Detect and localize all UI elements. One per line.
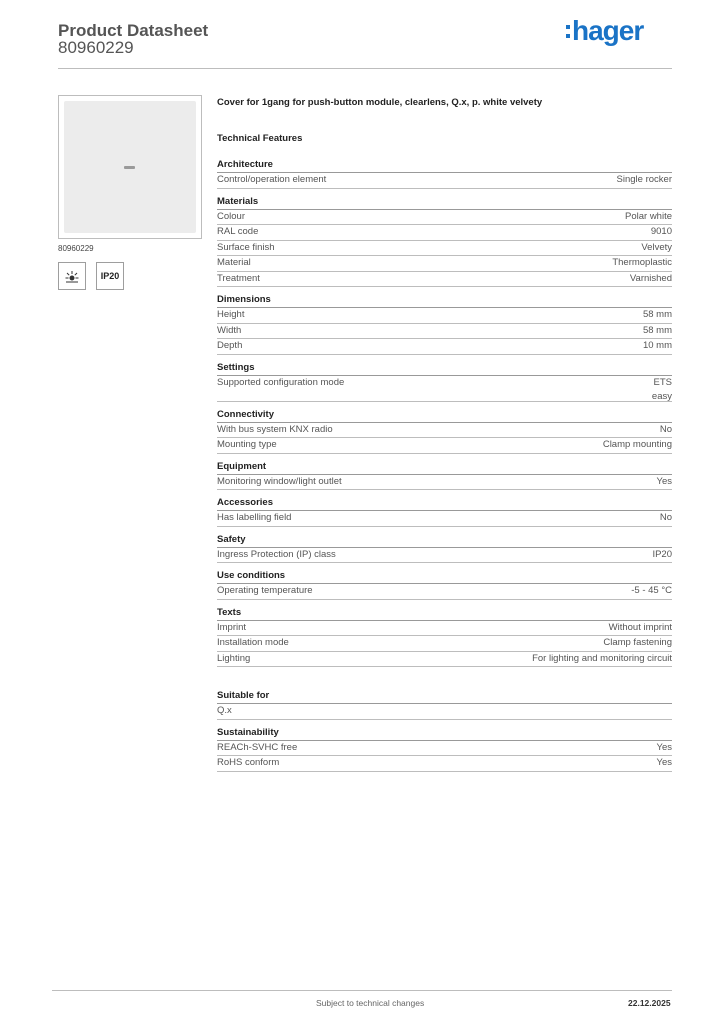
spec-row [217,225,672,241]
spec-value: IP20 [652,548,672,560]
spec-row [217,438,672,454]
spec-value: For lighting and monitoring circuit [532,652,672,664]
section-texts [217,606,672,668]
section-title: Settings [217,361,672,376]
spec-value: Single rocker [616,174,672,185]
page-title: Product Datasheet [58,21,209,40]
spec-content [217,96,672,778]
spec-value: Varnished [629,272,672,284]
spec-row [217,756,672,772]
section-title: Suitable for [217,689,672,704]
spec-label: Treatment [217,272,260,284]
image-caption: 80960229 [58,244,94,253]
section-use-conditions [217,569,672,600]
spec-row [217,256,672,272]
spec-label: Height [217,309,245,320]
section-title: Equipment [217,460,672,475]
spec-value: Thermoplastic [612,257,672,268]
section-suitable-for [217,689,672,720]
brand-logo-text: hager [572,15,644,46]
spec-value: Polar white [625,210,672,222]
spec-label: Has labelling field [217,512,292,523]
spec-label: Monitoring window/light outlet [217,475,342,487]
section-title: Accessories [217,496,672,511]
brand-logo [566,14,666,58]
spec-value: Velvety [641,241,672,253]
footer-divider [52,990,672,991]
spec-value: Yes [656,741,672,753]
spec-label: Depth [217,340,243,351]
section-title: Use conditions [217,569,672,584]
section-materials [217,195,672,288]
spec-row [217,511,672,527]
product-image [64,101,196,233]
spec-value: 58 mm [642,324,672,336]
spec-label: Operating temperature [217,585,313,596]
technical-features-title: Technical Features [217,133,303,144]
spec-row [217,548,672,564]
section-connectivity [217,408,672,454]
spec-row [217,423,672,439]
spec-value: ETS easy [651,376,672,402]
light-outlet-icon [64,268,80,284]
section-title: Safety [217,533,672,548]
spec-label: Surface finish [217,241,275,253]
spec-row [217,376,672,402]
section-title: Architecture [217,158,672,173]
spec-row [217,652,672,668]
spec-label: Control/operation element [217,174,327,185]
section-title: Materials [217,195,672,210]
spec-value: 58 mm [642,309,672,320]
section-title: Dimensions [217,293,672,308]
spec-label: Imprint [217,621,247,633]
spec-row [217,475,672,491]
spec-value: 9010 [650,226,672,237]
spec-row [217,272,672,288]
spec-value: No [659,512,672,523]
spec-value: No [659,423,672,435]
product-led-window [124,166,135,169]
header-divider [58,68,672,69]
spec-label: Lighting [217,652,251,664]
spec-row [217,621,672,637]
spec-value: Yes [656,475,672,487]
spec-label: Material [217,257,251,268]
section-title: Texts [217,606,672,621]
spec-label: With bus system KNX radio [217,423,333,435]
spec-row [217,584,672,600]
spec-value: Without imprint [608,621,672,633]
spec-label: Installation mode [217,637,289,648]
spec-row [217,173,672,189]
section-accessories [217,496,672,527]
spec-row [217,210,672,226]
spec-row [217,636,672,652]
spec-row [217,308,672,324]
spec-label: RoHS conform [217,757,280,768]
spec-label: Q.x [217,705,232,716]
spec-label: Supported configuration mode [217,376,345,388]
spec-value: -5 - 45 °C [631,585,672,596]
spec-label: Mounting type [217,439,277,450]
product-description: Cover for 1gang for push-button module, clearlens, Q.x, p. white velvety [217,97,543,108]
spec-label: Ingress Protection (IP) class [217,548,336,560]
section-safety [217,533,672,564]
footer-date: 22.12.2025 [628,998,671,1008]
spec-label: REACh-SVHC free [217,741,298,753]
section-dimensions [217,293,672,355]
spec-value: Yes [656,757,672,768]
section-equipment [217,460,672,491]
spec-label: Colour [217,210,245,222]
footer-note: Subject to technical changes [316,998,425,1008]
spec-row [217,741,672,757]
product-image-frame [58,95,202,239]
spec-value: Clamp mounting [602,439,672,450]
spec-value: Clamp fastening [603,637,672,648]
spec-label: Width [217,324,242,336]
ip-rating-badge: IP20 [96,262,124,290]
spec-value: 10 mm [642,340,672,351]
product-code: 80960229 [58,38,134,57]
section-title: Sustainability [217,726,672,741]
spec-row [217,704,672,720]
spec-row [217,339,672,355]
section-title: Connectivity [217,408,672,423]
spec-row [217,241,672,257]
section-architecture [217,158,672,189]
section-sustainability [217,726,672,772]
section-settings [217,361,672,402]
spec-row [217,324,672,340]
spec-label: RAL code [217,226,259,237]
light-outlet-badge [58,262,86,290]
